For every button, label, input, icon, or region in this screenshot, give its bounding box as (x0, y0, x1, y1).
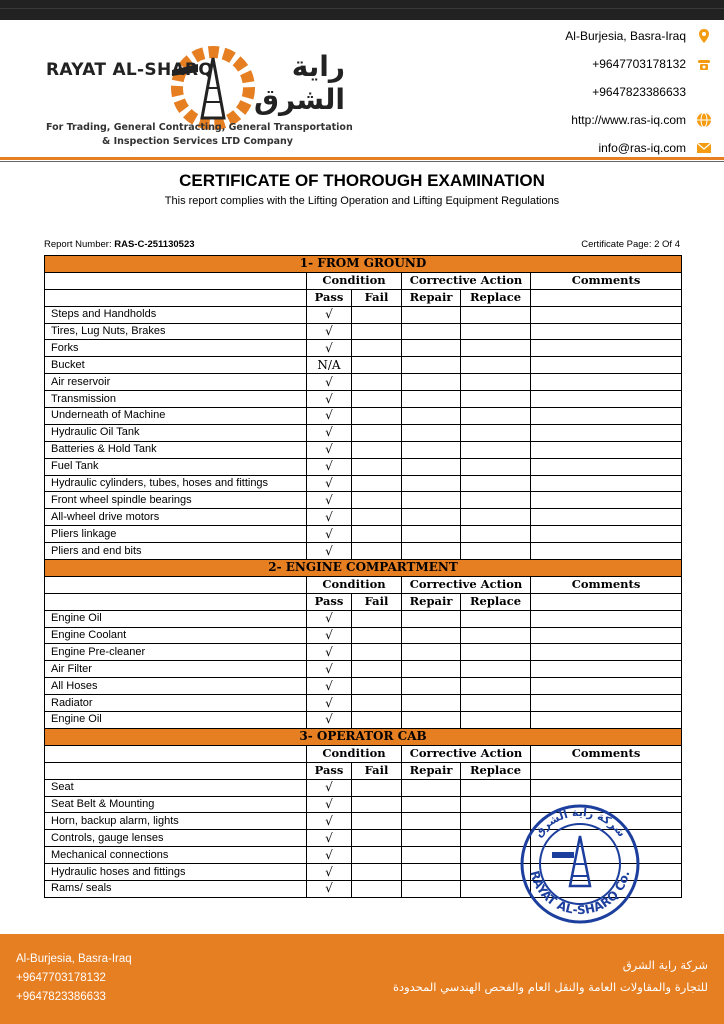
table-row (45, 627, 682, 644)
svg-text:شركة راية الشرق (532, 806, 628, 840)
replace-mark (461, 441, 531, 458)
pass-mark: N/A (307, 357, 352, 374)
repair-mark (402, 441, 461, 458)
repair-header: Repair (402, 289, 461, 306)
section-header-row (45, 560, 682, 577)
replace-mark (461, 357, 531, 374)
pass-mark: √ (307, 678, 352, 695)
item-name: Engine Oil (45, 712, 307, 729)
repair-mark (402, 712, 461, 729)
fail-mark (352, 661, 402, 678)
replace-mark (461, 610, 531, 627)
comments-cell (531, 695, 682, 712)
pass-mark: √ (307, 830, 352, 847)
fail-mark (352, 627, 402, 644)
table-row (45, 475, 682, 492)
fail-mark (352, 880, 402, 897)
replace-mark (461, 678, 531, 695)
repair-mark (402, 644, 461, 661)
item-name: Bucket (45, 357, 307, 374)
company-name-ar: راية الشرق (253, 50, 345, 116)
comments-cell (531, 340, 682, 357)
footer-company-name-ar: شركة راية الشرق (622, 958, 708, 972)
pass-mark: √ (307, 847, 352, 864)
table-row (45, 374, 682, 391)
envelope-icon (696, 140, 712, 156)
replace-mark (461, 492, 531, 509)
item-name: Radiator (45, 695, 307, 712)
comments-cell (531, 374, 682, 391)
fail-mark (352, 509, 402, 526)
repair-mark (402, 340, 461, 357)
footer-company-ar (393, 954, 708, 998)
fail-header: Fail (352, 762, 402, 779)
stamp-text-en: RAYAT AL-SHARQ Co. (527, 869, 633, 918)
repair-mark (402, 509, 461, 526)
table-row (45, 678, 682, 695)
condition-header: Condition (307, 576, 402, 593)
table-row (45, 644, 682, 661)
pass-mark: √ (307, 306, 352, 323)
repair-mark (402, 374, 461, 391)
item-name: Air Filter (45, 661, 307, 678)
item-name: Underneath of Machine (45, 408, 307, 425)
location-pin-icon (696, 28, 712, 44)
pass-mark: √ (307, 543, 352, 560)
fail-mark (352, 441, 402, 458)
replace-mark (461, 661, 531, 678)
table-row (45, 610, 682, 627)
repair-mark (402, 391, 461, 408)
pass-mark: √ (307, 458, 352, 475)
repair-mark (402, 458, 461, 475)
pass-header: Pass (307, 289, 352, 306)
comments-cell (531, 509, 682, 526)
table-row (45, 712, 682, 729)
contact-address: Al-Burjesia, Basra-Iraq (565, 22, 712, 50)
pass-header: Pass (307, 593, 352, 610)
column-group-header-row (45, 272, 682, 289)
company-tagline-2: & Inspection Services LTD Company (102, 136, 293, 147)
repair-mark (402, 880, 461, 897)
pass-mark: √ (307, 796, 352, 813)
blank-cell (45, 576, 307, 593)
replace-mark (461, 424, 531, 441)
table-row (45, 458, 682, 475)
fail-header: Fail (352, 289, 402, 306)
item-name: Rams/ seals (45, 880, 307, 897)
repair-mark (402, 695, 461, 712)
corrective-action-header: Corrective Action (402, 272, 531, 289)
pass-mark: √ (307, 492, 352, 509)
item-name: Engine Pre-cleaner (45, 644, 307, 661)
blank-cell (45, 289, 307, 306)
blank-cell (531, 762, 682, 779)
comments-header: Comments (531, 745, 682, 762)
repair-mark (402, 796, 461, 813)
column-header-row (45, 762, 682, 779)
repair-mark (402, 543, 461, 560)
pass-mark: √ (307, 424, 352, 441)
report-number-value: RAS-C-251130523 (114, 239, 195, 250)
condition-header: Condition (307, 272, 402, 289)
repair-mark (402, 864, 461, 881)
pass-mark: √ (307, 695, 352, 712)
fail-mark (352, 357, 402, 374)
column-group-header-row (45, 745, 682, 762)
repair-mark (402, 661, 461, 678)
contact-phone-2: +9647823386633 (592, 85, 686, 99)
report-number-label: Report Number: (44, 239, 112, 250)
pass-mark: √ (307, 610, 352, 627)
repair-mark (402, 847, 461, 864)
replace-mark (461, 712, 531, 729)
comments-cell (531, 408, 682, 425)
comments-cell (531, 610, 682, 627)
fail-mark (352, 492, 402, 509)
item-name: Hydraulic hoses and fittings (45, 864, 307, 881)
table-row (45, 779, 682, 796)
fail-mark (352, 374, 402, 391)
replace-header: Replace (461, 289, 531, 306)
table-row (45, 526, 682, 543)
section-title: 3- OPERATOR CAB (45, 728, 682, 745)
table-row (45, 509, 682, 526)
comments-cell (531, 712, 682, 729)
replace-mark (461, 543, 531, 560)
table-row (45, 357, 682, 374)
comments-cell (531, 678, 682, 695)
column-header-row (45, 593, 682, 610)
top-bar (0, 0, 724, 20)
repair-mark (402, 357, 461, 374)
comments-cell (531, 661, 682, 678)
item-name: Front wheel spindle bearings (45, 492, 307, 509)
blank-cell (45, 745, 307, 762)
table-row (45, 661, 682, 678)
pass-mark: √ (307, 627, 352, 644)
fail-mark (352, 644, 402, 661)
column-header-row (45, 289, 682, 306)
pass-mark: √ (307, 391, 352, 408)
fail-mark (352, 830, 402, 847)
table-row (45, 441, 682, 458)
document-title: CERTIFICATE OF THOROUGH EXAMINATION (179, 171, 545, 190)
replace-mark (461, 458, 531, 475)
replace-mark (461, 695, 531, 712)
corrective-action-header: Corrective Action (402, 576, 531, 593)
pass-mark: √ (307, 509, 352, 526)
contact-website: http://www.ras-iq.com (565, 106, 712, 134)
repair-mark (402, 610, 461, 627)
replace-mark (461, 408, 531, 425)
comments-cell (531, 458, 682, 475)
replace-mark (461, 627, 531, 644)
blank-cell (45, 272, 307, 289)
fail-header: Fail (352, 593, 402, 610)
replace-mark (461, 509, 531, 526)
certificate-page: Certificate Page: 2 Of 4 (581, 239, 680, 250)
repair-mark (402, 408, 461, 425)
repair-header: Repair (402, 593, 461, 610)
table-row (45, 306, 682, 323)
comments-cell (531, 306, 682, 323)
fail-mark (352, 779, 402, 796)
item-name: Steps and Handholds (45, 306, 307, 323)
repair-mark (402, 526, 461, 543)
footer (0, 934, 724, 1024)
repair-mark (402, 475, 461, 492)
repair-mark (402, 779, 461, 796)
pass-mark: √ (307, 323, 352, 340)
fail-mark (352, 526, 402, 543)
replace-mark (461, 323, 531, 340)
comments-cell (531, 627, 682, 644)
fail-mark (352, 712, 402, 729)
replace-mark (461, 644, 531, 661)
comments-cell (531, 543, 682, 560)
item-name: Forks (45, 340, 307, 357)
header-divider-orange (0, 157, 724, 160)
comments-cell (531, 323, 682, 340)
table-row (45, 695, 682, 712)
contact-block (565, 22, 712, 162)
repair-mark (402, 492, 461, 509)
pass-mark: √ (307, 661, 352, 678)
repair-mark (402, 627, 461, 644)
header-divider-grey (0, 161, 724, 162)
comments-cell (531, 644, 682, 661)
comments-header: Comments (531, 576, 682, 593)
corrective-action-header: Corrective Action (402, 745, 531, 762)
fail-mark (352, 340, 402, 357)
pass-mark: √ (307, 408, 352, 425)
table-row (45, 543, 682, 560)
pass-mark: √ (307, 340, 352, 357)
pass-mark: √ (307, 864, 352, 881)
item-name: Hydraulic Oil Tank (45, 424, 307, 441)
pass-mark: √ (307, 475, 352, 492)
blank-cell (45, 593, 307, 610)
replace-mark (461, 475, 531, 492)
comments-cell (531, 475, 682, 492)
fail-mark (352, 475, 402, 492)
item-name: Controls, gauge lenses (45, 830, 307, 847)
repair-mark (402, 678, 461, 695)
table-row (45, 391, 682, 408)
item-name: All-wheel drive motors (45, 509, 307, 526)
fail-mark (352, 306, 402, 323)
pass-mark: √ (307, 712, 352, 729)
repair-mark (402, 323, 461, 340)
item-name: Engine Oil (45, 610, 307, 627)
comments-header: Comments (531, 272, 682, 289)
item-name: Mechanical connections (45, 847, 307, 864)
pass-mark: √ (307, 526, 352, 543)
document-subtitle: This report complies with the Lifting Operation and Lifting Equipment Regulations (164, 195, 560, 207)
section-title: 2- ENGINE COMPARTMENT (45, 560, 682, 577)
replace-header: Replace (461, 762, 531, 779)
table-row (45, 323, 682, 340)
item-name: Seat Belt & Mounting (45, 796, 307, 813)
table-row (45, 340, 682, 357)
contact-email: info@ras-iq.com (565, 134, 712, 162)
fail-mark (352, 813, 402, 830)
item-name: Batteries & Hold Tank (45, 441, 307, 458)
item-name: Hydraulic cylinders, tubes, hoses and fittings (45, 475, 307, 492)
fail-mark (352, 864, 402, 881)
fail-mark (352, 408, 402, 425)
replace-header: Replace (461, 593, 531, 610)
section-header-row (45, 256, 682, 273)
blank-cell (531, 289, 682, 306)
company-stamp (518, 802, 642, 926)
fail-mark (352, 610, 402, 627)
comments-cell (531, 424, 682, 441)
fail-mark (352, 695, 402, 712)
replace-mark (461, 779, 531, 796)
item-name: Engine Coolant (45, 627, 307, 644)
comments-cell (531, 441, 682, 458)
pass-header: Pass (307, 762, 352, 779)
fail-mark (352, 391, 402, 408)
company-name-en: RAYAT AL-SHARQ (46, 60, 214, 80)
fail-mark (352, 543, 402, 560)
blank-cell (45, 762, 307, 779)
footer-address: Al-Burjesia, Basra-Iraq (16, 953, 132, 965)
item-name: Air reservoir (45, 374, 307, 391)
phone-icon (696, 56, 712, 72)
stamp-text-ar: شركة راية الشرق (531, 805, 629, 840)
item-name: Fuel Tank (45, 458, 307, 475)
item-name: All Hoses (45, 678, 307, 695)
company-logo (40, 26, 353, 147)
pass-mark: √ (307, 880, 352, 897)
contact-phone-1: +9647703178132 (565, 50, 712, 78)
replace-mark (461, 526, 531, 543)
comments-cell (531, 391, 682, 408)
repair-mark (402, 813, 461, 830)
fail-mark (352, 458, 402, 475)
replace-mark (461, 340, 531, 357)
footer-phone-1: +9647703178132 (16, 972, 106, 984)
replace-mark (461, 374, 531, 391)
repair-mark (402, 306, 461, 323)
item-name: Tires, Lug Nuts, Brakes (45, 323, 307, 340)
pass-mark: √ (307, 779, 352, 796)
replace-mark (461, 306, 531, 323)
item-name: Pliers and end bits (45, 543, 307, 560)
table-row (45, 408, 682, 425)
repair-mark (402, 424, 461, 441)
table-row (45, 492, 682, 509)
company-tagline-1: For Trading, General Contracting, General Transportation (46, 122, 353, 133)
section-header-row (45, 728, 682, 745)
column-group-header-row (45, 576, 682, 593)
item-name: Pliers linkage (45, 526, 307, 543)
repair-header: Repair (402, 762, 461, 779)
table-row (45, 424, 682, 441)
comments-cell (531, 779, 682, 796)
comments-cell (531, 492, 682, 509)
section-title: 1- FROM GROUND (45, 256, 682, 273)
footer-phone-2: +9647823386633 (16, 991, 106, 1003)
fail-mark (352, 847, 402, 864)
pass-mark: √ (307, 813, 352, 830)
condition-header: Condition (307, 745, 402, 762)
footer-company-desc-ar: للتجارة والمقاولات العامة والنقل العام والفحص الهندسي المحدودة (392, 980, 708, 994)
comments-cell (531, 526, 682, 543)
blank-cell (531, 593, 682, 610)
replace-mark (461, 391, 531, 408)
item-name: Seat (45, 779, 307, 796)
pass-mark: √ (307, 374, 352, 391)
repair-mark (402, 830, 461, 847)
footer-contact (16, 950, 132, 1007)
comments-cell (531, 357, 682, 374)
item-name: Horn, backup alarm, lights (45, 813, 307, 830)
fail-mark (352, 678, 402, 695)
fail-mark (352, 424, 402, 441)
fail-mark (352, 796, 402, 813)
report-number (44, 239, 195, 250)
item-name: Transmission (45, 391, 307, 408)
fail-mark (352, 323, 402, 340)
globe-icon (696, 112, 712, 128)
pass-mark: √ (307, 441, 352, 458)
pass-mark: √ (307, 644, 352, 661)
